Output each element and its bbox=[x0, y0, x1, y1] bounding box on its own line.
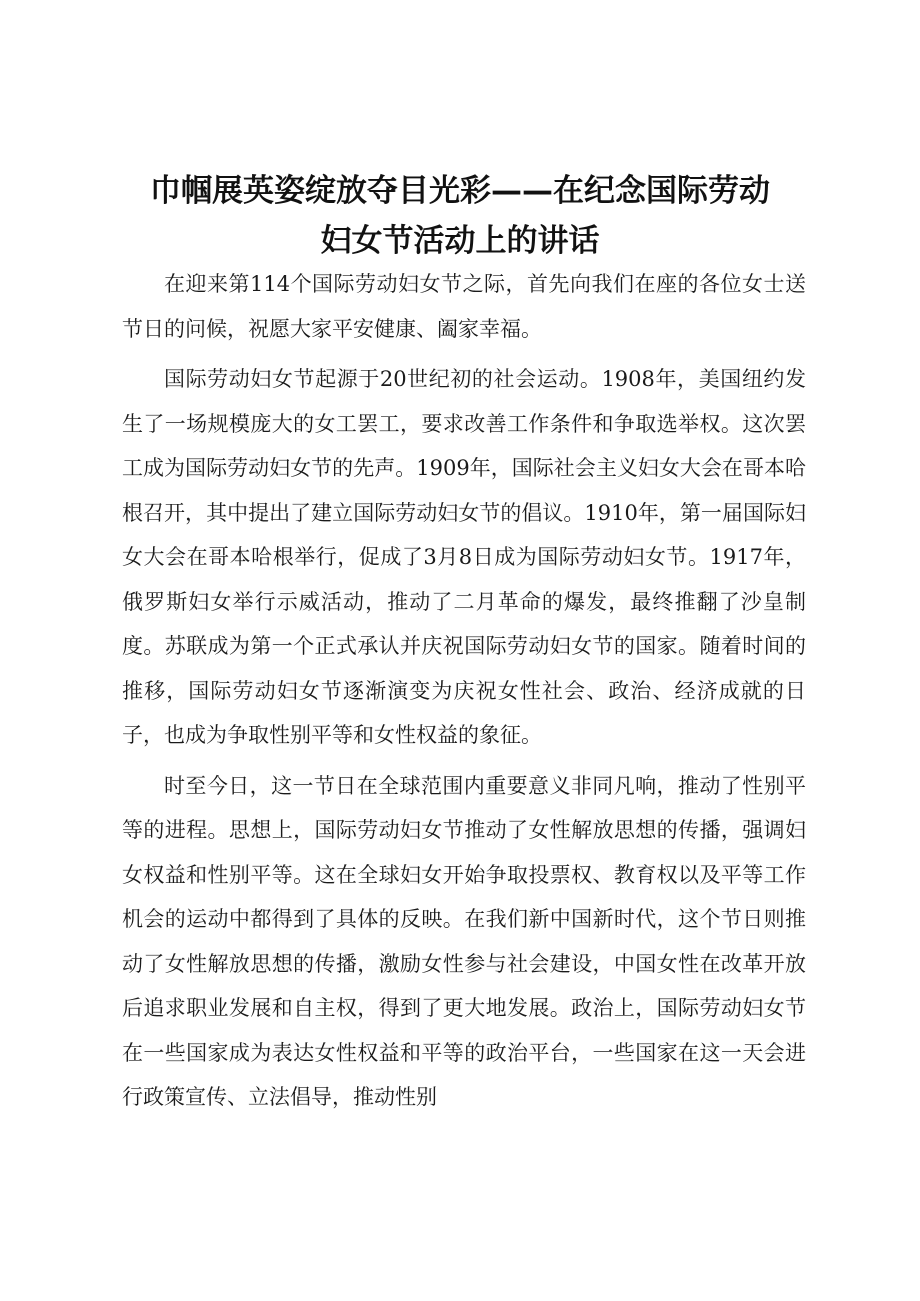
title-line-1: 巾帼展英姿绽放夺目光彩——在纪念国际劳动 bbox=[150, 173, 770, 209]
title-line-2: 妇女节活动上的讲话 bbox=[320, 223, 600, 259]
paragraph-history: 国际劳动妇女节起源于20世纪初的社会运动。1908年，美国纽约发生了一场规模庞大的女工罢工，要求改善工作条件和争取选举权。这次罢工成为国际劳动妇女节的先声。1909年，国际社会主义妇女大会在哥本哈根召开，其中提出了建立国际劳动妇女节的倡议。1910年，第一届国际妇女大会在哥本哈根举行，促成了3月8日成为国际劳动妇女节。1917年，俄罗斯妇女举行示威活动，推动了二月革命的爆发，最终推翻了沙皇制度。苏联成为第一个正式承认并庆祝国际劳动妇女节的国家。随着时间的推移，国际劳动妇女节逐渐演变为庆祝女性社会、政治、经济成就的日子，也成为争取性别平等和女性权益的象征。 bbox=[122, 367, 806, 747]
paragraph-significance: 时至今日，这一节日在全球范围内重要意义非同凡响，推动了性别平等的进程。思想上，国际劳动妇女节推动了女性解放思想的传播，强调妇女权益和性别平等。这在全球妇女开始争取投票权、教育权以及平等工作机会的运动中都得到了具体的反映。在我们新中国新时代，这个节日则推动了女性解放思想的传播，激励女性参与社会建设，中国女性在改革开放后追求职业发展和自主权，得到了更大地发展。政治上，国际劳动妇女节在一些国家成为表达女性权益和平等的政治平台，一些国家在这一天会进行政策宣传、立法倡导，推动性别 bbox=[122, 773, 806, 1109]
document-title bbox=[120, 166, 800, 266]
document-body bbox=[122, 262, 806, 1126]
paragraph-greeting: 在迎来第114个国际劳动妇女节之际，首先向我们在座的各位女士送节日的问候，祝愿大家平安健康、阖家幸福。 bbox=[122, 272, 806, 341]
